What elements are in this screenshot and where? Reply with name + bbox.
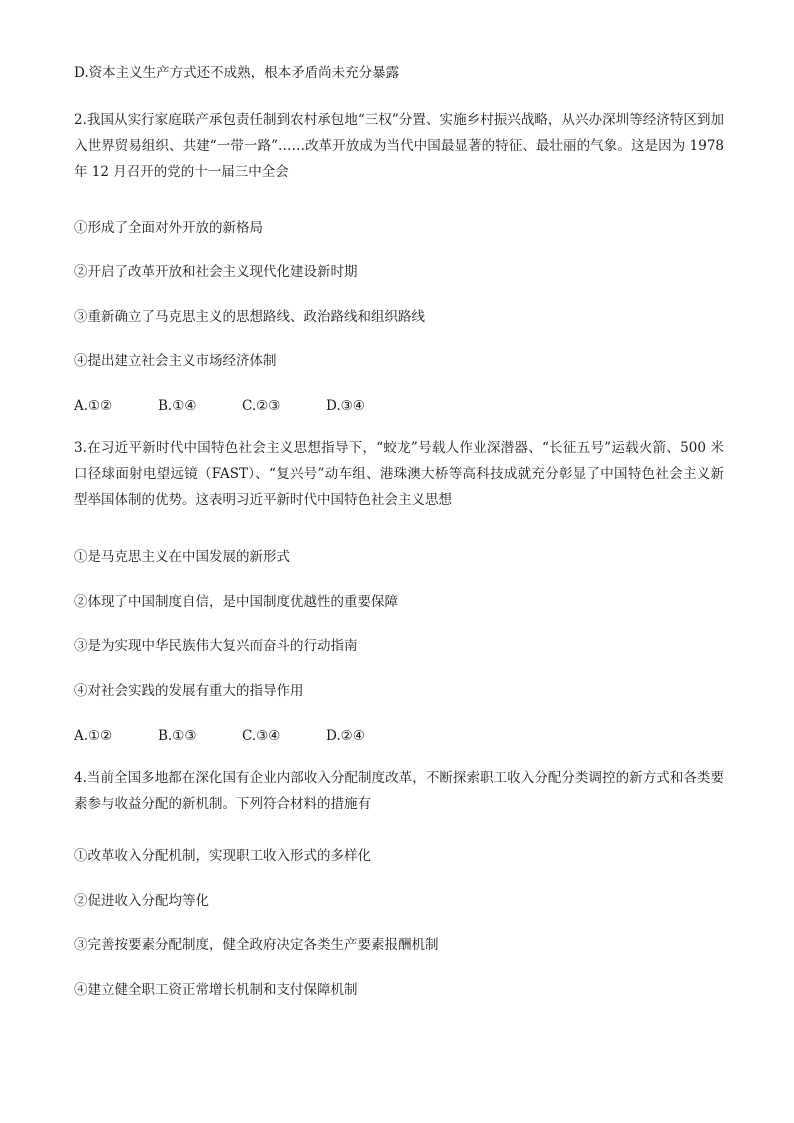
question-2-stem: 2.我国从实行家庭联产承包责任制到农村承包地“三权”分置、实施乡村振兴战略，从兴办深圳等经济特区到加入世界贸易组织、共建“一带一路”……改革开放成为当代中国最显著的特征、最壮丽的气象。这是因为 1978 年 12 月召开的党的十一届三中全会 <box>74 112 724 180</box>
question-2-choice-a[interactable]: A.①② <box>74 398 113 414</box>
question-2-item-3: ③重新确立了马克思主义的思想路线、政治路线和组织路线 <box>74 309 425 325</box>
question-3-item-2: ②体现了中国制度自信，是中国制度优越性的重要保障 <box>74 594 398 610</box>
question-4-item-3: ③完善按要素分配制度，健全政府决定各类生产要素报酬机制 <box>74 937 439 953</box>
question-3-choice-c[interactable]: C.③④ <box>242 728 281 744</box>
question-3-choices <box>74 727 410 745</box>
question-2-item-1: ①形成了全面对外开放的新格局 <box>74 220 263 236</box>
question-3-item-4: ④对社会实践的发展有重大的指导作用 <box>74 683 304 699</box>
question-2-choice-c[interactable]: C.②③ <box>242 398 281 414</box>
question-3-choice-b[interactable]: B.①③ <box>158 728 197 744</box>
prev-question-option-d: D.资本主义生产方式还不成熟，根本矛盾尚未充分暴露 <box>74 65 400 81</box>
question-2-item-4: ④提出建立社会主义市场经济体制 <box>74 353 277 369</box>
question-2-choices <box>74 397 410 415</box>
question-4-stem: 4.当前全国多地都在深化国有企业内部收入分配制度改革，不断探索职工收入分配分类调控的新方式和各类要素参与收益分配的新机制。下列符合材料的措施有 <box>74 770 724 812</box>
question-2-choice-d[interactable]: D.③④ <box>326 398 365 414</box>
question-3-item-3: ③是为实现中华民族伟大复兴而奋斗的行动指南 <box>74 638 358 654</box>
question-4-item-2: ②促进收入分配均等化 <box>74 893 209 909</box>
question-3-choice-d[interactable]: D.②④ <box>326 728 365 744</box>
question-4-item-1: ①改革收入分配机制，实现职工收入形式的多样化 <box>74 848 371 864</box>
question-3-stem: 3.在习近平新时代中国特色社会主义思想指导下，“蛟龙”号载人作业深潜器、“长征五号”运载火箭、500 米口径球面射电望远镜（FAST）、“复兴号”动车组、港珠澳大桥等高科技成就充分彰显了中国特色社会主义新型举国体制的优势。这表明习近平新时代中国特色社会主义思想 <box>74 440 724 508</box>
question-3-item-1: ①是马克思主义在中国发展的新形式 <box>74 549 290 565</box>
question-2-choice-b[interactable]: B.①④ <box>158 398 197 414</box>
question-3-choice-a[interactable]: A.①② <box>74 728 113 744</box>
question-4-item-4: ④建立健全职工资正常增长机制和支付保障机制 <box>74 982 358 998</box>
question-2-item-2: ②开启了改革开放和社会主义现代化建设新时期 <box>74 264 358 280</box>
